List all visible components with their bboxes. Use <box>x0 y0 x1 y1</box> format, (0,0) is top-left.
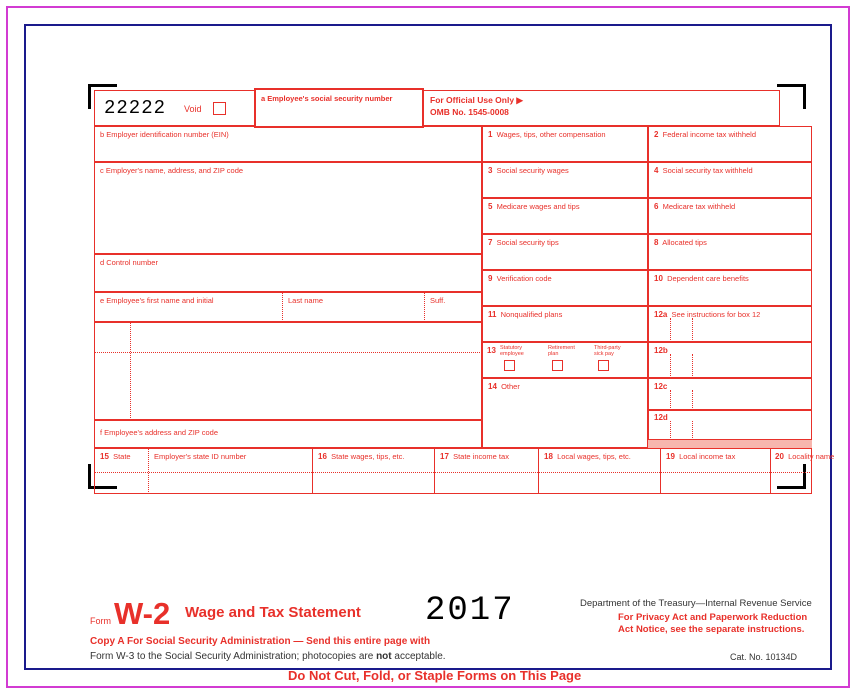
box-12a-number: 12a <box>654 310 668 319</box>
box-12a-code-divider <box>670 318 671 342</box>
box-d-label: d Control number <box>100 258 158 267</box>
box-12b-code-divider-2 <box>692 354 693 378</box>
box-7-text: Social security tips <box>496 238 559 247</box>
box-12d-code-divider <box>670 421 671 440</box>
box-19-number: 19 <box>666 452 675 461</box>
box-3-text: Social security wages <box>496 166 569 175</box>
state-row-dotted-separator <box>94 472 812 473</box>
box-15-number: 15 <box>100 452 109 461</box>
box-14-text: Other <box>501 382 520 391</box>
box-13-thirdparty-line2: sick pay <box>594 351 614 357</box>
state-id-divider <box>148 448 149 494</box>
box-8-label <box>654 238 707 247</box>
box-6-number: 6 <box>654 202 659 211</box>
box-12d-number: 12d <box>654 413 668 422</box>
divider-e-lastname <box>282 292 283 322</box>
box-13-statutory-label <box>500 345 524 357</box>
box-5-label <box>488 202 580 211</box>
catalog-number: Cat. No. 10134D <box>730 652 798 662</box>
box-15-label <box>100 452 131 461</box>
box-13-retirement-checkbox[interactable] <box>552 360 563 371</box>
box-15-text: State <box>113 452 131 461</box>
copy-a-line: Copy A For Social Security Administration — Send this entire page with <box>90 636 431 647</box>
box-17-text: State income tax <box>453 452 509 461</box>
box-16-number: 16 <box>318 452 327 461</box>
box-19-text: Local income tax <box>679 452 736 461</box>
box-20-number: 20 <box>775 452 784 461</box>
box-3-label <box>488 166 569 175</box>
outer-page-border <box>6 6 850 688</box>
form-label: Form <box>90 616 111 626</box>
box-5-number: 5 <box>488 202 493 211</box>
address-dotted-line-2 <box>130 322 131 420</box>
box-12b-number: 12b <box>654 346 668 355</box>
box-4-label <box>654 166 753 175</box>
form-title: Wage and Tax Statement <box>185 604 361 621</box>
box-c-employer[interactable] <box>94 162 482 254</box>
box-13-statutory-line1: Statutory <box>500 345 523 351</box>
box-13-thirdparty-checkbox[interactable] <box>598 360 609 371</box>
box-14-label <box>488 382 520 391</box>
box-20-label <box>775 452 834 461</box>
box-13-statutory-line2: employee <box>500 351 524 357</box>
employee-name-address-area[interactable] <box>94 322 482 420</box>
box-16-label <box>318 452 404 461</box>
box-1-label <box>488 130 606 139</box>
box-4-number: 4 <box>654 166 659 175</box>
control-digits: 22222 <box>104 97 167 119</box>
box-c-label: c Employer's name, address, and ZIP code <box>100 166 244 175</box>
box-12a-code-divider-2 <box>692 318 693 342</box>
privacy-notice <box>618 612 807 636</box>
box-3-number: 3 <box>488 166 493 175</box>
box-12a-text: See instructions for box 12 <box>671 310 761 319</box>
box-6-label <box>654 202 735 211</box>
box-12b-code-divider <box>670 354 671 378</box>
box-13-statutory-checkbox[interactable] <box>504 360 515 371</box>
omb-label: OMB No. 1545-0008 <box>430 107 509 117</box>
box-19-label <box>666 452 735 461</box>
box-18-number: 18 <box>544 452 553 461</box>
box-9-label <box>488 274 552 283</box>
box-13-retirement-label <box>548 345 575 357</box>
box-1-number: 1 <box>488 130 493 139</box>
box-5-text: Medicare wages and tips <box>496 202 580 211</box>
privacy-line-1: For Privacy Act and Paperwork Reduction <box>618 612 808 623</box>
box-18-text: Local wages, tips, etc. <box>557 452 631 461</box>
inner-page-border <box>24 24 835 683</box>
box-17-label <box>440 452 509 461</box>
box-7-number: 7 <box>488 238 493 247</box>
box-20-text: Locality name <box>788 452 835 461</box>
box-6-text: Medicare tax withheld <box>662 202 736 211</box>
box-18-label <box>544 452 631 461</box>
box-f-label: f Employee's address and ZIP code <box>100 428 219 437</box>
box-13-retirement-line1: Retirement <box>548 345 575 351</box>
box-12c-code-divider-2 <box>692 390 693 410</box>
box-12d-code-divider-2 <box>692 421 693 440</box>
copy-a-line-2-part2: acceptable. <box>391 651 446 662</box>
official-use-label: For Official Use Only ▶ <box>430 95 523 105</box>
box-e-label: e Employee's first name and initial <box>100 296 214 305</box>
form-number: W-2 <box>114 596 171 631</box>
box-8-text: Allocated tips <box>662 238 707 247</box>
box-2-text: Federal income tax withheld <box>662 130 757 139</box>
box-13-retirement-line2: plan <box>548 351 559 357</box>
box-8-number: 8 <box>654 238 659 247</box>
box-b-label: b Employer identification number (EIN) <box>100 130 229 139</box>
box-4-text: Social security tax withheld <box>662 166 753 175</box>
box-13-number: 13 <box>487 346 496 355</box>
privacy-line-2: Act Notice, see the separate instructions. <box>618 624 805 635</box>
box-7-label <box>488 238 559 247</box>
box-16-text: State wages, tips, etc. <box>331 452 405 461</box>
box-2-label <box>654 130 756 139</box>
box-2-number: 2 <box>654 130 659 139</box>
shaded-strip <box>648 440 812 448</box>
box-17-number: 17 <box>440 452 449 461</box>
copy-a-line-2-part1: Form W-3 to the Social Security Administration; photocopies are <box>90 651 377 662</box>
box-13-thirdparty-line1: Third-party <box>594 345 621 351</box>
employer-state-id-label: Employer's state ID number <box>154 452 247 461</box>
tax-year: 2017 <box>425 592 515 630</box>
divider-e-suffix <box>424 292 425 322</box>
box-10-number: 10 <box>654 274 663 283</box>
corner-bracket-top-right <box>777 84 806 109</box>
w2-form <box>70 64 835 579</box>
box-10-text: Dependent care benefits <box>667 274 749 283</box>
void-checkbox[interactable] <box>213 102 226 115</box>
copy-a-line-2 <box>90 651 446 662</box>
box-e-lastname-label: Last name <box>288 296 324 305</box>
box-9-number: 9 <box>488 274 493 283</box>
box-12c[interactable] <box>648 378 812 410</box>
form-footer <box>70 574 830 694</box>
box-12b[interactable] <box>648 342 812 378</box>
box-e-suffix-label: Suff. <box>430 296 446 305</box>
box-13-thirdparty-label <box>594 345 621 357</box>
box-1-text: Wages, tips, other compensation <box>496 130 606 139</box>
box-11-text: Nonqualified plans <box>500 310 563 319</box>
box-9-text: Verification code <box>496 274 552 283</box>
copy-a-line-2-bold: not <box>376 651 392 662</box>
box-11-number: 11 <box>488 310 497 319</box>
box-12d[interactable] <box>648 410 812 440</box>
box-a-label: a Employee's social security number <box>261 94 393 103</box>
void-label: Void <box>184 104 202 114</box>
treasury-line: Department of the Treasury—Internal Revenue Service <box>580 598 812 609</box>
address-dotted-line-1 <box>94 352 482 353</box>
box-10-label <box>654 274 749 283</box>
box-11-label <box>488 310 562 319</box>
box-14-number: 14 <box>488 382 497 391</box>
box-12c-code-divider <box>670 390 671 410</box>
do-not-cut-notice: Do Not Cut, Fold, or Staple Forms on This Page <box>288 668 582 683</box>
box-12c-number: 12c <box>654 382 668 391</box>
